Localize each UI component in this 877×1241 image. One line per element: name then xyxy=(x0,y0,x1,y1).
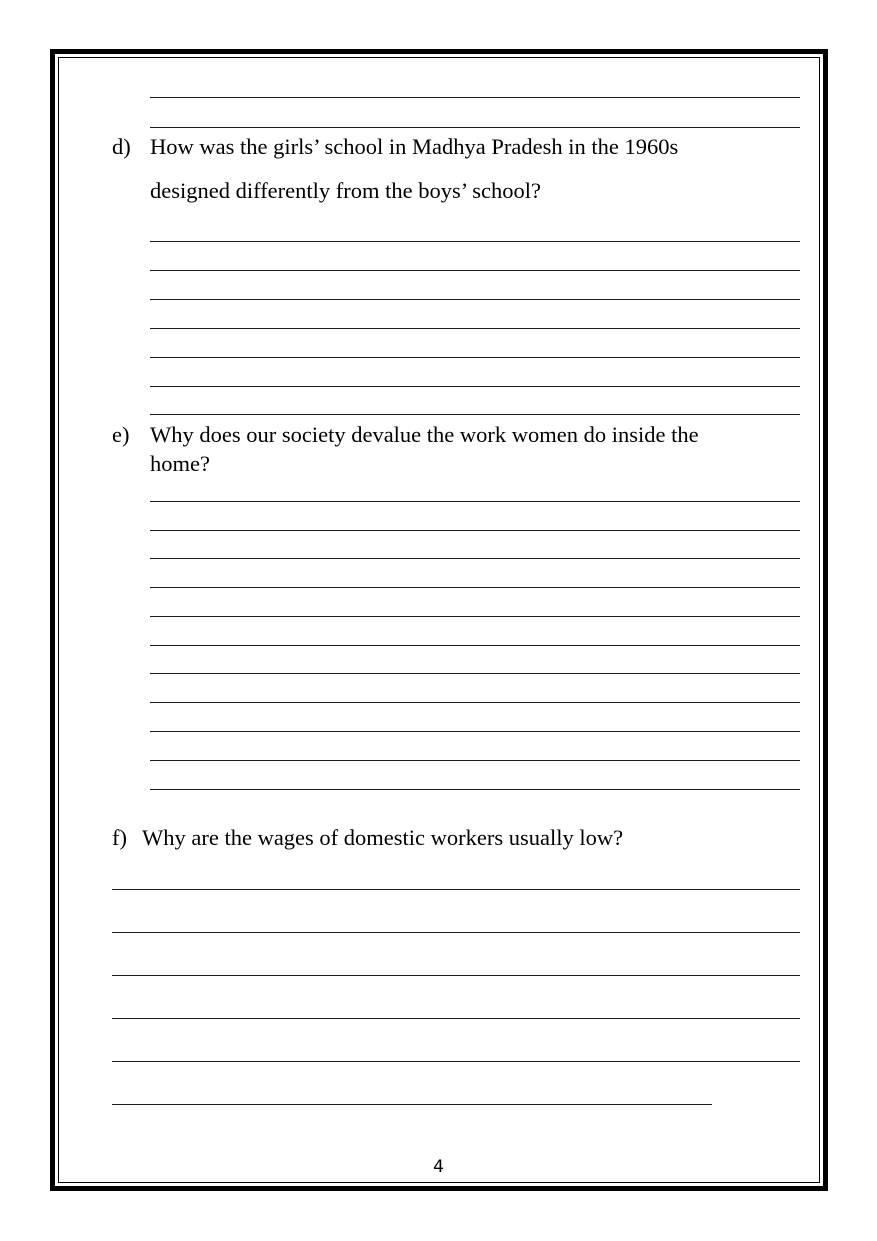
answer-line[interactable] xyxy=(112,889,800,890)
question-d-text-line2: designed differently from the boys’ school? xyxy=(150,178,541,203)
answer-line[interactable] xyxy=(112,1018,800,1019)
answer-line[interactable] xyxy=(112,1061,800,1062)
answer-line[interactable] xyxy=(150,357,800,358)
answer-line[interactable] xyxy=(150,127,800,128)
answer-line[interactable] xyxy=(112,975,800,976)
answer-line[interactable] xyxy=(150,299,800,300)
answer-line[interactable] xyxy=(150,731,800,732)
answer-line[interactable] xyxy=(150,530,800,531)
answer-line[interactable] xyxy=(150,616,800,617)
question-f-label: f) xyxy=(112,825,127,850)
answer-line[interactable] xyxy=(150,760,800,761)
page-number: 4 xyxy=(433,1157,444,1177)
answer-line[interactable] xyxy=(150,587,800,588)
question-f-text: Why are the wages of domestic workers usually low? xyxy=(142,825,624,850)
answer-line[interactable] xyxy=(112,932,800,933)
page-border-inner xyxy=(58,57,820,1183)
answer-line[interactable] xyxy=(150,386,800,387)
answer-line[interactable] xyxy=(150,414,800,415)
answer-line[interactable] xyxy=(150,328,800,329)
question-e-text-line1: Why does our society devalue the work women do inside the xyxy=(150,422,699,447)
answer-line[interactable] xyxy=(150,789,800,790)
answer-line[interactable] xyxy=(150,558,800,559)
question-d-label: d) xyxy=(112,134,131,159)
answer-line[interactable] xyxy=(150,645,800,646)
answer-line[interactable] xyxy=(150,501,800,502)
question-e-label: e) xyxy=(112,422,130,447)
answer-line[interactable] xyxy=(150,270,800,271)
question-e-text-line2: home? xyxy=(150,451,210,476)
answer-line[interactable] xyxy=(150,241,800,242)
answer-line[interactable] xyxy=(150,702,800,703)
question-d-text-line1: How was the girls’ school in Madhya Pradesh in the 1960s xyxy=(150,134,679,159)
answer-line[interactable] xyxy=(112,1104,712,1105)
answer-line[interactable] xyxy=(150,673,800,674)
answer-line[interactable] xyxy=(150,97,800,98)
